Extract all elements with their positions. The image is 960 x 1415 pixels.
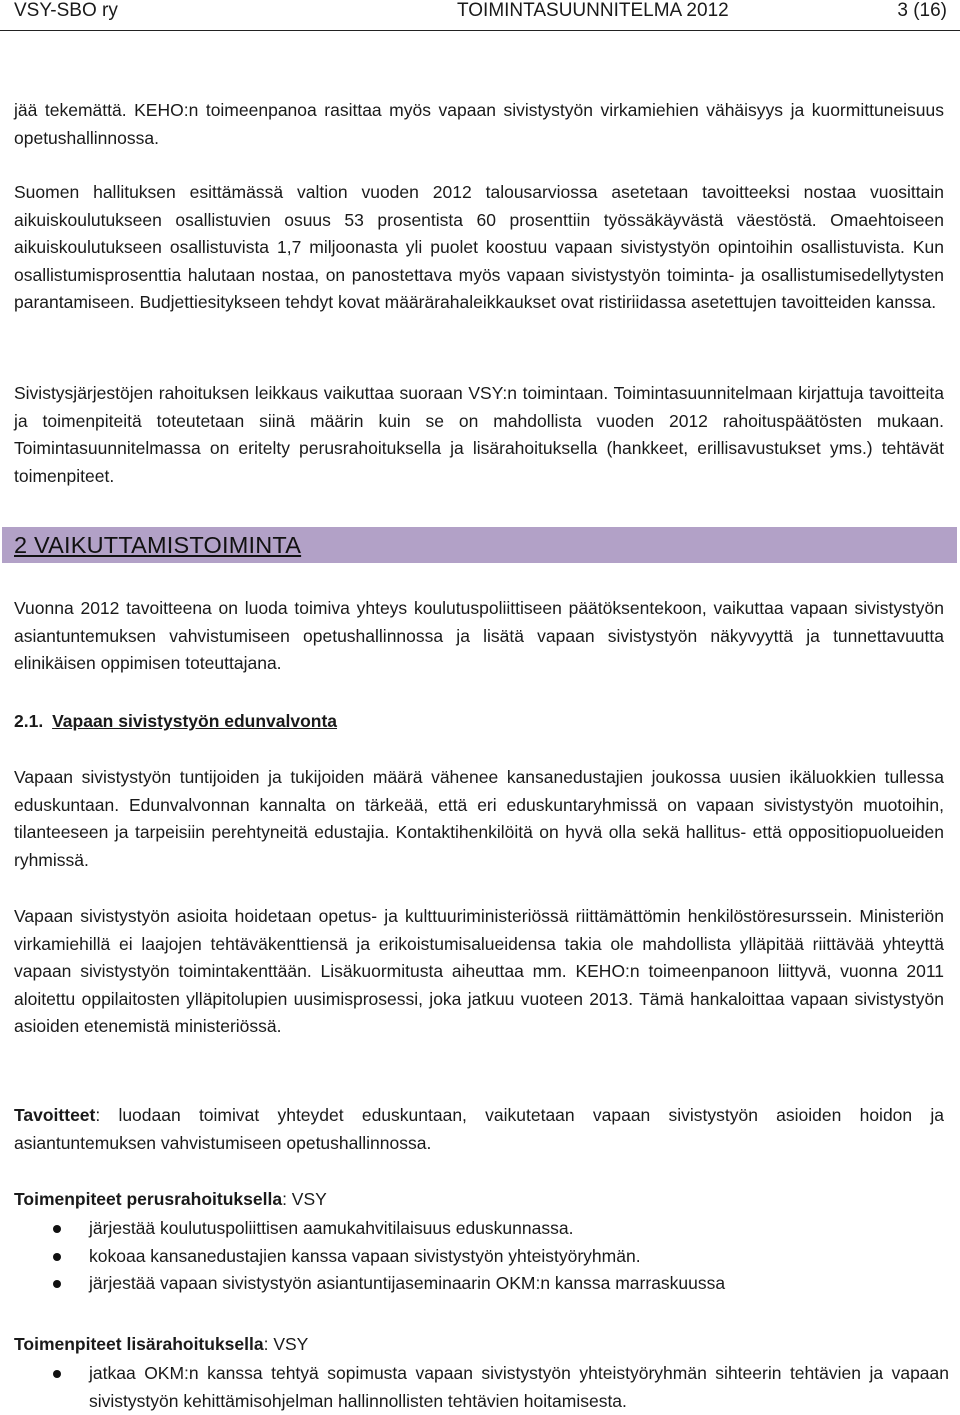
list-item [0, 1270, 950, 1298]
goals-paragraph [14, 1102, 944, 1157]
list-item [0, 1243, 950, 1271]
section-title: 2 VAIKUTTAMISTOIMINTA [14, 532, 302, 558]
extra-funding-label: Toimenpiteet lisärahoituksella [14, 1334, 264, 1354]
goals-label: Tavoitteet [14, 1105, 96, 1125]
bullet-icon [53, 1370, 61, 1378]
paragraph-budget: Suomen hallituksen esittämässä valtion vuoden 2012 talousarviossa asetetaan tavoitteeksi nostaa vuosittain aikuiskoulutukseen osallistuvien osuus 53 prosentista 60 prosenttiin työssäkäyvästä väestöstä. Omaehtoiseen aikuiskoulutukseen osallistuvista 1,7 miljoonasta yli puolet koostuu vapaan sivistystyön opintoihin osallistuvista. Kun osallistumisprosenttia halutaan nostaa, on panostettava myös vapaan sivistystyön toiminta- ja osallistumisedellytysten parantamiseen. Budjettiesitykseen tehdyt kovat määrärahaleikkaukset ovat ristiriidassa asetettujen tavoitteiden kanssa. [14, 182, 944, 312]
paragraph-goals-2012: Vuonna 2012 tavoitteena on luoda toimiva yhteys koulutuspoliittiseen päätöksentekoon, vaikuttaa vapaan sivistystyön asiantuntemuksen vahvistumiseen opetushallinnossa ja lisätä vapaan sivistystyön näkyvyyttä ja tunnettavuutta elinikäisen oppimisen toteuttajana. [14, 598, 944, 673]
list-item-text: järjestää vapaan sivistystyön asiantuntijaseminaarin OKM:n kanssa marraskuussa [89, 1273, 726, 1293]
paragraph-keho: jää tekemättä. KEHO:n toimeenpanoa rasittaa myös vapaan sivistystyön virkamiehien vähäisyys ja kuormittuneisuus opetushallinnossa. [14, 100, 944, 148]
bullet-icon [53, 1253, 61, 1261]
list-item [0, 1215, 950, 1243]
paragraph-ministry: Vapaan sivistystyön asioita hoidetaan opetus- ja kulttuuriministeriössä riittämättömin henkilöstöresurssein. Ministeriön virkamiehillä ei laajojen tehtäväkenttiensä ja erikoistumisalueidensa takia ole mahdollista ylläpitää riittävää yhteyttä vapaan sivistystyön toimintakenttään. Lisäkuormitusta aiheuttaa mm. KEHO:n toimeenpanoon liittyvä, vuonna 2011 aloitettu oppilaitosten ylläpitolupien uusimisprosessi, joka jatkuu vuoteen 2013. Tämä hankaloittaa vapaan sivistystyön asioiden etenemistä ministeriössä. [14, 906, 944, 1036]
list-item [0, 1360, 949, 1415]
basic-funding-suffix: : VSY [282, 1189, 327, 1209]
list-item-text: järjestää koulutuspoliittisen aamukahvitilaisuus eduskunnassa. [89, 1218, 574, 1238]
paragraph-advocacy: Vapaan sivistystyön tuntijoiden ja tukijoiden määrä vähenee kansanedustajien joukossa uusien ikäluokkien tullessa eduskuntaan. Edunvalvonnan kannalta on tärkeää, että eri eduskuntaryhmissä on vapaan sivistystyön muotoihin, tilanteeseen ja tarpeisiin perehtyneitä edustajia. Kontaktihenkilöitä on hyvä olla sekä hallitus- että oppositiopuolueiden ryhmissä. [14, 767, 944, 870]
basic-funding-list [0, 1215, 950, 1298]
list-item-text: jatkaa OKM:n kanssa tehtyä sopimusta vapaan sivistystyön yhteistyöryhmän sihteerin tehtävien ja vapaan sivistystyön kehittämisohjelman hallinnollisten tehtävien hoitamisesta. [89, 1363, 949, 1411]
bullet-icon [53, 1225, 61, 1233]
basic-funding-heading [14, 1186, 944, 1214]
subsection-title: Vapaan sivistystyön edunvalvonta [52, 711, 338, 731]
section-heading-band [2, 527, 957, 563]
bullet-icon [53, 1280, 61, 1288]
header-doc-title: TOIMINTASUUNNITELMA 2012 [457, 0, 729, 21]
extra-funding-suffix: : VSY [263, 1334, 309, 1354]
basic-funding-label: Toimenpiteet perusrahoituksella [14, 1189, 283, 1209]
extra-funding-heading [14, 1331, 944, 1359]
subsection-number: 2.1. [14, 711, 44, 731]
page-header [0, 0, 960, 31]
extra-funding-list [0, 1360, 950, 1415]
goals-text: : luodaan toimivat yhteydet eduskuntaan, vaikutetaan vapaan sivistystyön asioiden hoidon ja asiantuntemuksen vahvistumiseen opetushallinnossa. [14, 1105, 944, 1153]
header-org: VSY-SBO ry [14, 0, 118, 21]
paragraph-funding-cuts: Sivistysjärjestöjen rahoituksen leikkaus vaikuttaa suoraan VSY:n toimintaan. Toimintasuunnitelmaan kirjattuja tavoitteita ja toimenpiteitä toteutetaan siinä määrin kuin se on mahdollista vuoden 2012 rahoituspäätösten mukaan. Toimintasuunnitelmassa on eritelty perusrahoituksella ja lisärahoituksella (hankkeet, erillisavustukset yms.) tehtävät toimenpiteet. [14, 383, 944, 486]
header-page-number: 3 (16) [897, 0, 947, 21]
subsection-heading [14, 708, 337, 734]
list-item-text: kokoaa kansanedustajien kanssa vapaan sivistystyön yhteistyöryhmän. [89, 1245, 641, 1266]
